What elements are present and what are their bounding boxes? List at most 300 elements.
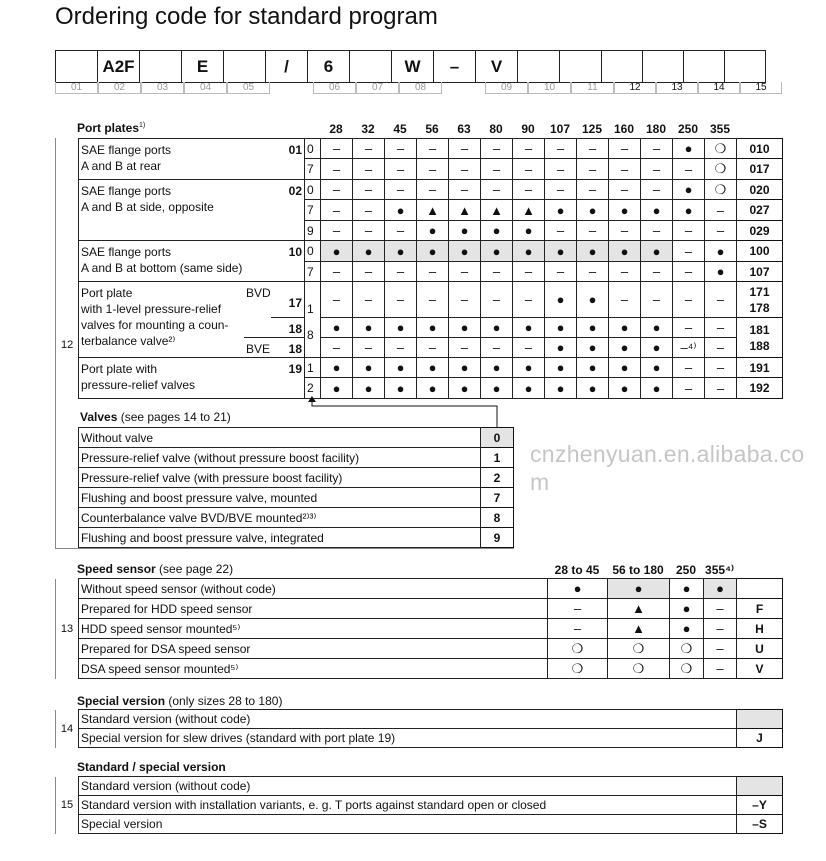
availability-cell: ● bbox=[353, 241, 385, 262]
divider bbox=[244, 337, 304, 338]
availability-cell: – bbox=[321, 180, 353, 200]
availability-cell: – bbox=[513, 159, 545, 180]
availability-cell: – bbox=[673, 241, 705, 262]
availability-cell: – bbox=[545, 221, 577, 241]
availability-cell: ● bbox=[385, 200, 417, 221]
availability-cell: – bbox=[321, 200, 353, 221]
port-plate-code bbox=[737, 318, 783, 358]
port-plate-code bbox=[737, 262, 783, 282]
option-label: Flushing and boost pressure valve, integrated bbox=[79, 528, 481, 548]
availability-cell: – bbox=[385, 139, 417, 159]
availability-cell: ● bbox=[609, 358, 641, 378]
description-line: A and B at bottom (same side) bbox=[81, 261, 243, 275]
option-code: –Y bbox=[737, 796, 783, 815]
availability-cell: – bbox=[353, 159, 385, 180]
standard-special-row bbox=[56, 796, 783, 815]
option-label: DSA speed sensor mounted⁵⁾ bbox=[79, 659, 548, 679]
speed-sensor-row bbox=[56, 639, 783, 659]
availability-cell: ● bbox=[545, 282, 577, 318]
description-line: SAE flange ports bbox=[81, 143, 172, 157]
code-value: 192 bbox=[749, 381, 770, 395]
availability-cell: – bbox=[704, 659, 737, 679]
speed-sensor-row bbox=[56, 579, 783, 599]
option-code: 1 bbox=[481, 448, 514, 468]
option-code: 0 bbox=[481, 428, 514, 448]
port-plate-digit: 1 bbox=[305, 358, 321, 378]
availability-cell: ● bbox=[641, 318, 673, 338]
port-plate-digit: 7 bbox=[305, 262, 321, 282]
size-header: 250 bbox=[677, 122, 699, 136]
availability-cell: ● bbox=[577, 200, 609, 221]
description-line: pressure-relief valves bbox=[81, 378, 196, 392]
availability-cell: ● bbox=[673, 139, 705, 159]
availability-cell: ● bbox=[641, 200, 673, 221]
size-header: 90 bbox=[521, 122, 535, 136]
description-line: SAE flange ports bbox=[81, 184, 172, 198]
availability-cell: – bbox=[417, 282, 449, 318]
speed-sensor-column-header: 250 bbox=[675, 563, 697, 577]
code-position-label: 09 bbox=[485, 82, 528, 94]
code-box-14 bbox=[602, 51, 643, 83]
option-code: 9 bbox=[481, 528, 514, 548]
availability-cell: – bbox=[417, 139, 449, 159]
availability-cell: – bbox=[641, 159, 673, 180]
size-header: 107 bbox=[549, 122, 571, 136]
standard-special-table bbox=[55, 776, 783, 834]
availability-cell: – bbox=[577, 180, 609, 200]
port-plate-description bbox=[79, 139, 305, 180]
availability-cell: ● bbox=[513, 378, 545, 399]
special-version-heading: Special version (only sizes 28 to 180) bbox=[77, 694, 283, 708]
availability-cell: ● bbox=[577, 282, 609, 318]
bve-label: BVE bbox=[246, 342, 271, 356]
availability-cell: ● bbox=[641, 358, 673, 378]
size-header: 28 bbox=[329, 122, 343, 136]
code-position-label: 08 bbox=[399, 82, 442, 94]
availability-cell: ❍ bbox=[548, 639, 608, 659]
code-value: 010 bbox=[749, 141, 770, 156]
option-label: Without speed sensor (without code) bbox=[79, 579, 548, 599]
port-plate-description bbox=[79, 358, 305, 399]
code-box-12 bbox=[518, 51, 560, 83]
code-position-label: 02 bbox=[98, 82, 141, 94]
option-label: Special version for slew drives (standard with port plate 19) bbox=[79, 729, 737, 748]
availability-cell: – bbox=[609, 159, 641, 180]
availability-cell: ● bbox=[417, 318, 449, 338]
availability-cell: – bbox=[641, 262, 673, 282]
availability-cell: ● bbox=[545, 358, 577, 378]
availability-cell: – bbox=[481, 159, 513, 180]
option-code: 2 bbox=[481, 468, 514, 488]
option-code: 8 bbox=[481, 508, 514, 528]
availability-cell: ● bbox=[449, 221, 481, 241]
option-code: F bbox=[737, 599, 783, 619]
availability-cell: ▲ bbox=[608, 619, 670, 639]
availability-cell: ● bbox=[321, 378, 353, 399]
availability-cell: ● bbox=[609, 318, 641, 338]
code-box-1 bbox=[56, 51, 98, 83]
availability-cell: – bbox=[641, 221, 673, 241]
code-position-label: 01 bbox=[55, 82, 98, 94]
speed-sensor-column-header: 28 to 45 bbox=[554, 563, 600, 577]
availability-cell: – bbox=[417, 262, 449, 282]
availability-cell: ● bbox=[577, 338, 609, 358]
port-plate-digit: 0 bbox=[305, 180, 321, 200]
availability-cell: – bbox=[705, 338, 737, 358]
speed-sensor-row bbox=[56, 659, 783, 679]
availability-cell: ❍ bbox=[705, 180, 737, 200]
section-number: 15 bbox=[56, 777, 79, 834]
availability-cell: ● bbox=[577, 241, 609, 262]
section-number: 14 bbox=[56, 710, 79, 748]
code-position-label: 13 bbox=[656, 82, 698, 94]
port-plate-code bbox=[737, 221, 783, 241]
availability-cell: – bbox=[577, 139, 609, 159]
port-plate-description bbox=[79, 241, 305, 282]
option-label: Pressure-relief valve (with pressure boost facility) bbox=[79, 468, 481, 488]
availability-cell: ❍ bbox=[670, 659, 704, 679]
port-plate-code bbox=[737, 139, 783, 159]
availability-cell: – bbox=[353, 139, 385, 159]
description-line: with 1-level pressure-relief bbox=[81, 302, 222, 316]
availability-cell: ● bbox=[609, 200, 641, 221]
code-box-6: / bbox=[266, 51, 308, 83]
availability-cell: – bbox=[609, 282, 641, 318]
availability-cell: ▲ bbox=[513, 200, 545, 221]
option-label: Special version bbox=[79, 815, 737, 834]
code-box-9: W bbox=[392, 51, 434, 83]
option-label: Counterbalance valve BVD/BVE mounted²⁾³⁾ bbox=[79, 508, 481, 528]
code-value: 171 bbox=[749, 284, 770, 299]
availability-cell: – bbox=[673, 282, 705, 318]
availability-cell: ● bbox=[449, 358, 481, 378]
valve-row bbox=[79, 508, 514, 528]
availability-cell: ● bbox=[705, 262, 737, 282]
code-box-16 bbox=[684, 51, 725, 83]
availability-cell: ● bbox=[577, 378, 609, 399]
availability-cell: – bbox=[513, 262, 545, 282]
availability-cell: – bbox=[449, 159, 481, 180]
divider bbox=[271, 317, 304, 318]
availability-cell: ● bbox=[481, 358, 513, 378]
page-title: Ordering code for standard program bbox=[55, 3, 438, 30]
code-box-8 bbox=[350, 51, 392, 83]
standard-special-row bbox=[56, 777, 783, 796]
availability-cell: – bbox=[705, 358, 737, 378]
option-code: U bbox=[737, 639, 783, 659]
availability-cell: – bbox=[385, 338, 417, 358]
availability-cell: – bbox=[513, 338, 545, 358]
availability-cell: ❍ bbox=[705, 159, 737, 180]
availability-cell: – bbox=[385, 262, 417, 282]
availability-cell: – bbox=[353, 200, 385, 221]
size-header: 32 bbox=[361, 122, 375, 136]
port-plate-code bbox=[737, 180, 783, 200]
availability-cell: – bbox=[513, 282, 545, 318]
availability-cell: ❍ bbox=[705, 139, 737, 159]
digit-8: 8 bbox=[307, 328, 314, 342]
port-plate-row bbox=[79, 358, 783, 378]
availability-cell: – bbox=[417, 180, 449, 200]
availability-cell: ● bbox=[670, 599, 704, 619]
watermark: cnzhenyuan.en.alibaba.com bbox=[530, 441, 805, 495]
availability-cell: ● bbox=[609, 338, 641, 358]
size-header: 160 bbox=[613, 122, 635, 136]
availability-cell: – bbox=[513, 139, 545, 159]
port-plate-description bbox=[79, 180, 305, 241]
code-value: 191 bbox=[749, 360, 770, 375]
availability-cell: – bbox=[321, 338, 353, 358]
description-line: A and B at rear bbox=[81, 159, 162, 173]
speed-sensor-column-header: 355⁴⁾ bbox=[705, 563, 734, 577]
availability-cell: – bbox=[641, 180, 673, 200]
availability-cell: ● bbox=[417, 241, 449, 262]
option-code bbox=[737, 710, 783, 729]
availability-cell: ● bbox=[321, 241, 353, 262]
availability-cell: ● bbox=[609, 241, 641, 262]
availability-cell: ● bbox=[417, 358, 449, 378]
availability-cell: – bbox=[353, 262, 385, 282]
port-plate-number: 02 bbox=[288, 184, 302, 198]
code-value: 027 bbox=[749, 203, 770, 217]
section-number-12: 12 bbox=[61, 339, 74, 351]
availability-cell: – bbox=[545, 139, 577, 159]
valve-row bbox=[79, 448, 514, 468]
availability-cell: ● bbox=[417, 378, 449, 399]
valve-row bbox=[79, 428, 514, 448]
port-plate-number-18-bve: 18 bbox=[288, 342, 302, 356]
availability-cell: – bbox=[673, 358, 705, 378]
code-box-4: E bbox=[182, 51, 224, 83]
port-plate-number-17: 17 bbox=[288, 296, 302, 310]
code-position-label: 05 bbox=[227, 82, 270, 94]
option-label: Pressure-relief valve (without pressure boost facility) bbox=[79, 448, 481, 468]
availability-cell: ● bbox=[609, 378, 641, 399]
availability-cell: – bbox=[609, 221, 641, 241]
code-box-7: 6 bbox=[308, 51, 350, 83]
availability-cell: ● bbox=[673, 180, 705, 200]
option-label: Standard version (without code) bbox=[79, 777, 737, 796]
availability-cell: ● bbox=[513, 241, 545, 262]
availability-cell: ● bbox=[641, 378, 673, 399]
ordering-code-boxes bbox=[55, 50, 766, 83]
option-label: Standard version with installation variants, e. g. T ports against standard open or closed bbox=[79, 796, 737, 815]
availability-cell: – bbox=[705, 282, 737, 318]
description-line: valves for mounting a coun- bbox=[81, 318, 229, 332]
availability-cell: – bbox=[481, 262, 513, 282]
availability-cell: ● bbox=[417, 221, 449, 241]
availability-cell: – bbox=[673, 159, 705, 180]
standard-special-heading: Standard / special version bbox=[77, 760, 226, 774]
code-value: 020 bbox=[749, 182, 770, 197]
availability-cell: ● bbox=[321, 318, 353, 338]
availability-cell: ▲ bbox=[449, 200, 481, 221]
option-label: Standard version (without code) bbox=[79, 710, 737, 729]
code-position-label: 03 bbox=[141, 82, 184, 94]
availability-cell: – bbox=[673, 318, 705, 338]
availability-cell: – bbox=[577, 159, 609, 180]
availability-cell: ● bbox=[481, 318, 513, 338]
port-plate-digit bbox=[305, 282, 321, 358]
code-position-label: 07 bbox=[356, 82, 399, 94]
code-box-13 bbox=[560, 51, 602, 83]
valve-row bbox=[79, 488, 514, 508]
description-line: Port plate with bbox=[81, 362, 158, 376]
availability-cell: – bbox=[353, 282, 385, 318]
availability-cell: – bbox=[449, 139, 481, 159]
code-position-label: 14 bbox=[698, 82, 740, 94]
availability-cell: ● bbox=[449, 378, 481, 399]
availability-cell: – bbox=[449, 282, 481, 318]
availability-cell: –⁴⁾ bbox=[673, 338, 705, 358]
digit-1: 1 bbox=[307, 302, 314, 316]
availability-cell: – bbox=[481, 338, 513, 358]
availability-cell: – bbox=[609, 180, 641, 200]
availability-cell: – bbox=[353, 180, 385, 200]
bvd-label: BVD bbox=[246, 286, 271, 300]
availability-cell: – bbox=[449, 338, 481, 358]
option-code bbox=[737, 579, 783, 599]
availability-cell: ● bbox=[353, 358, 385, 378]
size-header: 45 bbox=[393, 122, 407, 136]
special-version-table bbox=[55, 709, 783, 748]
code-position-label: 12 bbox=[614, 82, 656, 94]
port-plate-row bbox=[79, 139, 783, 159]
port-plate-code bbox=[737, 358, 783, 378]
availability-cell: ● bbox=[673, 200, 705, 221]
availability-cell: – bbox=[548, 599, 608, 619]
availability-cell: ● bbox=[385, 358, 417, 378]
code-value: 188 bbox=[749, 338, 770, 353]
availability-cell: – bbox=[641, 282, 673, 318]
description-line: Port plate bbox=[81, 286, 133, 300]
availability-cell: ● bbox=[353, 378, 385, 399]
port-plate-code bbox=[737, 159, 783, 180]
code-position-label: 06 bbox=[313, 82, 356, 94]
availability-cell: – bbox=[481, 180, 513, 200]
availability-cell: ● bbox=[353, 318, 385, 338]
availability-cell: – bbox=[545, 180, 577, 200]
availability-cell: ● bbox=[704, 579, 737, 599]
availability-cell: – bbox=[548, 619, 608, 639]
option-code: –S bbox=[737, 815, 783, 834]
option-code: 7 bbox=[481, 488, 514, 508]
availability-cell: – bbox=[481, 139, 513, 159]
size-header: 125 bbox=[581, 122, 603, 136]
port-plate-digit: 0 bbox=[305, 139, 321, 159]
port-plate-code bbox=[737, 282, 783, 318]
port-plate-code bbox=[737, 200, 783, 221]
option-label: Prepared for DSA speed sensor bbox=[79, 639, 548, 659]
valves-heading: Valves (see pages 14 to 21) bbox=[80, 410, 231, 424]
code-value: 181 bbox=[749, 322, 770, 337]
availability-cell: ● bbox=[513, 358, 545, 378]
availability-cell: ● bbox=[641, 338, 673, 358]
valve-row bbox=[79, 528, 514, 548]
availability-cell: ▲ bbox=[608, 599, 670, 619]
option-code: H bbox=[737, 619, 783, 639]
size-header: 63 bbox=[457, 122, 471, 136]
option-code bbox=[737, 777, 783, 796]
option-label: HDD speed sensor mounted⁵⁾ bbox=[79, 619, 548, 639]
availability-cell: ● bbox=[385, 318, 417, 338]
availability-cell: – bbox=[704, 619, 737, 639]
availability-cell: ● bbox=[577, 358, 609, 378]
code-box-10: – bbox=[434, 51, 476, 83]
availability-cell: – bbox=[577, 221, 609, 241]
section-number: 13 bbox=[56, 579, 79, 679]
port-plate-digit: 2 bbox=[305, 378, 321, 399]
special-version-row bbox=[56, 729, 783, 748]
availability-cell: ● bbox=[321, 358, 353, 378]
option-code: J bbox=[737, 729, 783, 748]
code-box-17 bbox=[725, 51, 766, 83]
availability-cell: ● bbox=[670, 619, 704, 639]
code-position-label: 10 bbox=[528, 82, 571, 94]
speed-sensor-table bbox=[55, 578, 783, 679]
standard-special-row bbox=[56, 815, 783, 834]
availability-cell: – bbox=[609, 139, 641, 159]
option-label: Prepared for HDD speed sensor bbox=[79, 599, 548, 619]
code-box-2: A2F bbox=[98, 51, 140, 83]
code-position-label: 15 bbox=[740, 82, 782, 94]
availability-cell: – bbox=[321, 221, 353, 241]
availability-cell: ❍ bbox=[670, 639, 704, 659]
port-plate-code bbox=[737, 241, 783, 262]
availability-cell: – bbox=[321, 139, 353, 159]
availability-cell: ● bbox=[449, 241, 481, 262]
availability-cell: ● bbox=[449, 318, 481, 338]
option-label: Without valve bbox=[79, 428, 481, 448]
availability-cell: – bbox=[704, 599, 737, 619]
availability-cell: – bbox=[609, 262, 641, 282]
speed-sensor-row bbox=[56, 599, 783, 619]
availability-cell: – bbox=[417, 159, 449, 180]
availability-cell: ● bbox=[705, 241, 737, 262]
code-value: 029 bbox=[749, 223, 770, 238]
availability-cell: ● bbox=[641, 241, 673, 262]
speed-sensor-column-header: 56 to 180 bbox=[612, 563, 664, 577]
availability-cell: – bbox=[417, 338, 449, 358]
availability-cell: ● bbox=[548, 579, 608, 599]
port-plates-heading: Port plates$^{1)}$ bbox=[77, 121, 146, 135]
availability-cell: ● bbox=[545, 200, 577, 221]
availability-cell: ● bbox=[545, 338, 577, 358]
availability-cell: ● bbox=[513, 318, 545, 338]
port-plate-number: 01 bbox=[288, 143, 302, 157]
code-box-11: V bbox=[476, 51, 518, 83]
availability-cell: ▲ bbox=[481, 200, 513, 221]
availability-cell: – bbox=[705, 200, 737, 221]
size-header: 56 bbox=[425, 122, 439, 136]
code-value: 100 bbox=[749, 244, 770, 258]
availability-cell: – bbox=[385, 159, 417, 180]
availability-cell: – bbox=[641, 139, 673, 159]
availability-cell: – bbox=[321, 282, 353, 318]
availability-cell: – bbox=[673, 221, 705, 241]
availability-cell: – bbox=[545, 159, 577, 180]
availability-cell: – bbox=[449, 180, 481, 200]
availability-cell: ❍ bbox=[608, 659, 670, 679]
availability-cell: ● bbox=[545, 378, 577, 399]
option-label: Flushing and boost pressure valve, mounted bbox=[79, 488, 481, 508]
port-plate-number: 19 bbox=[288, 362, 302, 376]
code-box-15 bbox=[643, 51, 684, 83]
availability-cell: ● bbox=[670, 579, 704, 599]
availability-cell: – bbox=[673, 378, 705, 399]
port-plates-table bbox=[78, 138, 783, 399]
availability-cell: ● bbox=[481, 221, 513, 241]
